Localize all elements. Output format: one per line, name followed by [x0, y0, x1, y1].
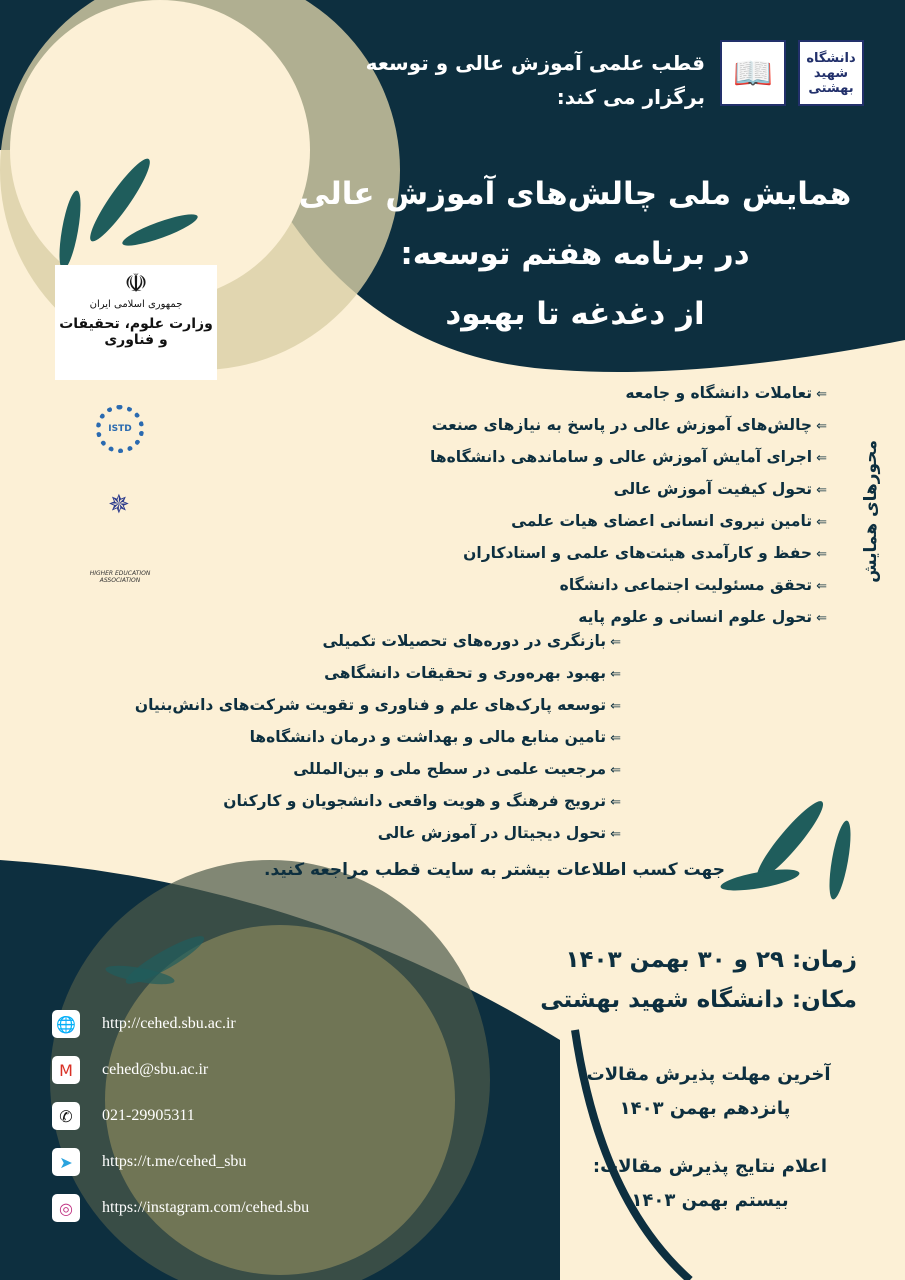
center-logo — [720, 40, 786, 106]
contact-item[interactable] — [52, 1102, 195, 1130]
contact-item[interactable] — [52, 1010, 236, 1038]
arrow-icon: ⇐ — [816, 611, 827, 626]
topic-item — [135, 754, 621, 786]
topic-item — [135, 786, 621, 818]
emblem-icon: ☫ — [124, 269, 148, 299]
arrow-icon: ⇐ — [610, 763, 621, 778]
topics-list-b — [135, 626, 621, 850]
university-logo: دانشگاه شهید بهشتی — [798, 40, 864, 106]
contact-item[interactable] — [52, 1148, 246, 1176]
topic-text: تحول کیفیت آموزش عالی — [613, 480, 813, 498]
topic-text: مرجعیت علمی در سطح ملی و بین‌المللی — [293, 760, 607, 778]
topic-item — [135, 658, 621, 690]
topic-text: اجرای آمایش آموزش عالی و ساماندهی دانشگاه‌ها — [430, 448, 813, 466]
arrow-icon: ⇐ — [816, 387, 827, 402]
arrow-icon: ⇐ — [610, 731, 621, 746]
contact-text[interactable]: cehed@sbu.ac.ir — [102, 1061, 209, 1078]
arrow-icon: ⇐ — [816, 579, 827, 594]
globe-icon: 🌐 — [52, 1010, 80, 1038]
deadline-info: آخرین مهلت پذیرش مقالات: پانزدهم بهمن ۱۴۰۳ — [579, 1064, 831, 1119]
ministry-logo: ☫ جمهوری اسلامی ایران وزارت علوم، تحقیقات و فناوری — [55, 265, 217, 380]
topic-item — [430, 538, 827, 570]
topic-text: تعاملات دانشگاه و جامعه — [625, 384, 813, 402]
contact-text[interactable]: http://cehed.sbu.ac.ir — [102, 1015, 236, 1032]
topic-item — [430, 378, 827, 410]
topic-item — [430, 506, 827, 538]
arrow-icon: ⇐ — [816, 451, 827, 466]
arrow-icon: ⇐ — [610, 667, 621, 682]
istd-logo: ISTD — [96, 405, 144, 453]
topic-item — [135, 626, 621, 658]
topic-text: چالش‌های آموزش عالی در پاسخ به نیازهای صنعت — [431, 416, 813, 434]
topic-text: تامین منابع مالی و بهداشت و درمان دانشگاه‌ها — [249, 728, 607, 746]
topic-text: توسعه پارک‌های علم و فناوری و تقویت شرکت‌های دانش‌بنیان — [134, 696, 607, 714]
telegram-icon: ➤ — [52, 1148, 80, 1176]
topic-text: حفظ و کارآمدی هیئت‌های علمی و استادکاران — [463, 544, 813, 562]
gmail-icon: M — [52, 1056, 80, 1084]
topic-text: بازنگری در دوره‌های تحصیلات تکمیلی — [322, 632, 607, 650]
higher-education-association-logo: HIGHER EDUCATION ASSOCIATION — [89, 570, 151, 584]
topic-text: ترویج فرهنگ و هویت واقعی دانشجویان و کارکنان — [223, 792, 607, 810]
topics-label: محورهای همایش — [861, 440, 881, 583]
topic-text: تحقق مسئولیت اجتماعی دانشگاه — [559, 576, 813, 594]
contact-item[interactable] — [52, 1056, 208, 1084]
topic-text: بهبود بهره‌وری و تحقیقات دانشگاهی — [324, 664, 607, 682]
topic-item — [430, 570, 827, 602]
event-info: زمان: ۲۹ و ۳۰ بهمن ۱۴۰۳ مکان: دانشگاه شهید بهشتی — [540, 947, 857, 1013]
contact-text[interactable]: https://instagram.com/cehed.sbu — [102, 1199, 310, 1216]
instagram-icon: ◎ — [52, 1194, 80, 1222]
topic-text: تامین نیروی انسانی اعضای هیات علمی — [511, 512, 813, 530]
arrow-icon: ⇐ — [816, 419, 827, 434]
topic-item — [430, 474, 827, 506]
conference-title: همایش ملی چالش‌های آموزش عالی در برنامه هفتم توسعه: از دغدغه تا بهبود — [298, 176, 852, 332]
association-logo: ✵ — [108, 490, 130, 520]
topics-list-a — [430, 378, 827, 634]
arrow-icon: ⇐ — [610, 635, 621, 650]
arrow-icon: ⇐ — [816, 483, 827, 498]
more-info-text: جهت کسب اطلاعات بیشتر به سایت قطب مراجعه کنید. — [264, 860, 725, 880]
topic-item — [135, 818, 621, 850]
phone-icon: ✆ — [52, 1102, 80, 1130]
topic-text: تحول دیجیتال در آموزش عالی — [377, 824, 607, 842]
book-people-icon: 📖 — [733, 54, 773, 92]
topic-item — [135, 722, 621, 754]
results-info: اعلام نتایج پذیرش مقالات: بیستم بهمن ۱۴۰۳ — [592, 1156, 828, 1211]
contact-item[interactable] — [52, 1194, 309, 1222]
arrow-icon: ⇐ — [816, 547, 827, 562]
topic-item — [430, 410, 827, 442]
arrow-icon: ⇐ — [610, 827, 621, 842]
topic-item — [135, 690, 621, 722]
contact-text[interactable]: 021-29905311 — [102, 1107, 195, 1124]
arrow-icon: ⇐ — [610, 795, 621, 810]
organizer-text: قطب علمی آموزش عالی و توسعه برگزار می کند: — [365, 51, 705, 109]
topic-text: تحول علوم انسانی و علوم پایه — [578, 608, 813, 626]
topic-item — [430, 442, 827, 474]
arrow-icon: ⇐ — [816, 515, 827, 530]
arrow-icon: ⇐ — [610, 699, 621, 714]
contact-text[interactable]: https://t.me/cehed_sbu — [102, 1153, 247, 1170]
